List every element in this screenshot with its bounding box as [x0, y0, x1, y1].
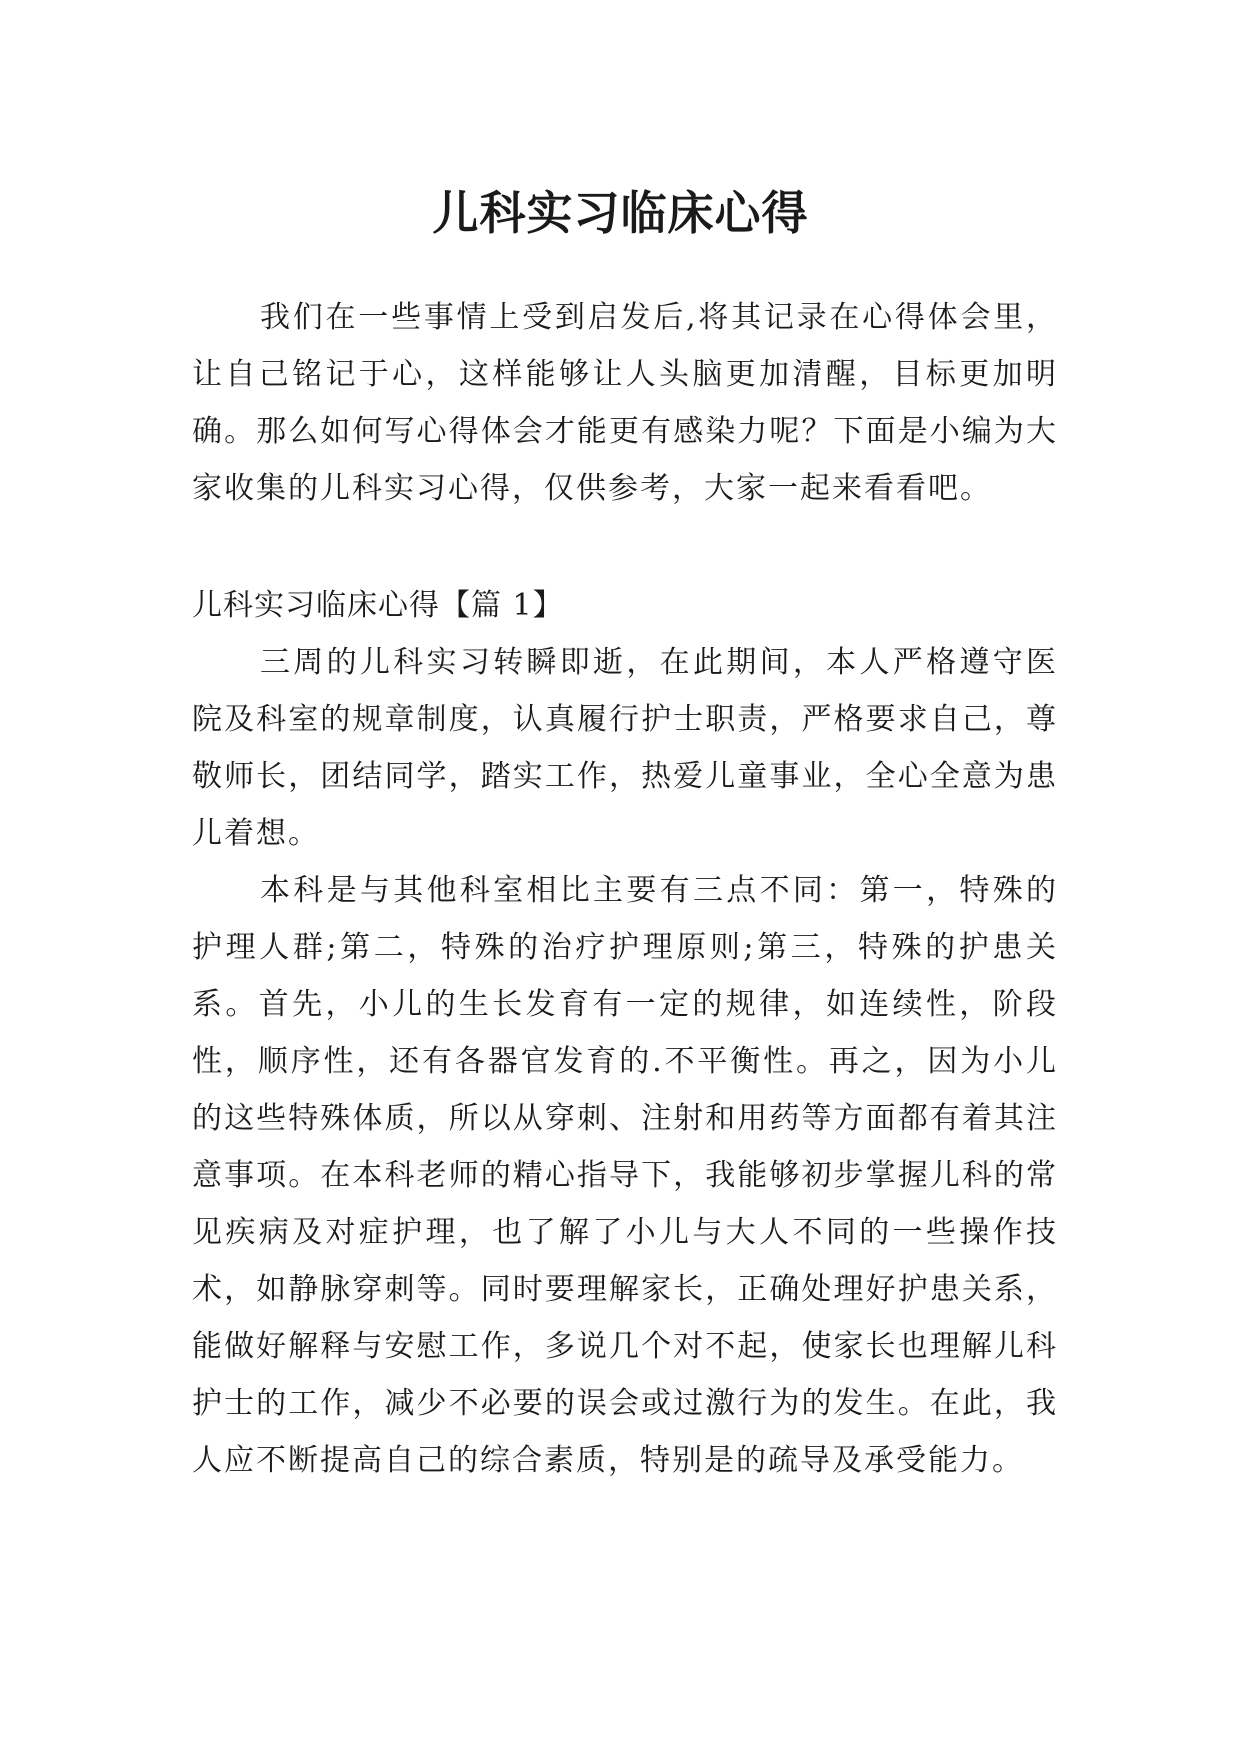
intro-block: [192, 289, 1058, 517]
section-heading: 儿科实习临床心得【篇 1】: [192, 588, 564, 623]
intro-paragraph: 我们在一些事情上受到启发后,将其记录在心得体会里，让自己铭记于心，这样能够让人头脑更加清醒，目标更加明确。那么如何写心得体会才能更有感染力呢？下面是小编为大家收集的儿科实习心得，仅供参考，大家一起来看看吧。: [192, 300, 1058, 506]
section-block: [192, 577, 1058, 1489]
body-paragraph: 本科是与其他科室相比主要有三点不同：第一，特殊的护理人群;第二，特殊的治疗护理原则;第三，特殊的护患关系。首先，小儿的生长发育有一定的规律，如连续性，阶段性，顺序性，还有各器官发育的.不平衡性。再之，因为小儿的这些特殊体质，所以从穿刺、注射和用药等方面都有着其注意事项。在本科老师的精心指导下，我能够初步掌握儿科的常见疾病及对症护理，也了解了小儿与大人不同的一些操作技术，如静脉穿刺等。同时要理解家长，正确处理好护患关系，能做好解释与安慰工作，多说几个对不起，使家长也理解儿科护士的工作，减少不必要的误会或过激行为的发生。在此，我人应不断提高自己的综合素质，特别是的疏导及承受能力。: [192, 873, 1058, 1478]
body-paragraph: 三周的儿科实习转瞬即逝，在此期间，本人严格遵守医院及科室的规章制度，认真履行护士职责，严格要求自己，尊敬师长，团结同学，踏实工作，热爱儿童事业，全心全意为患儿着想。: [192, 645, 1058, 851]
document-title: 儿科实习临床心得: [432, 185, 809, 240]
